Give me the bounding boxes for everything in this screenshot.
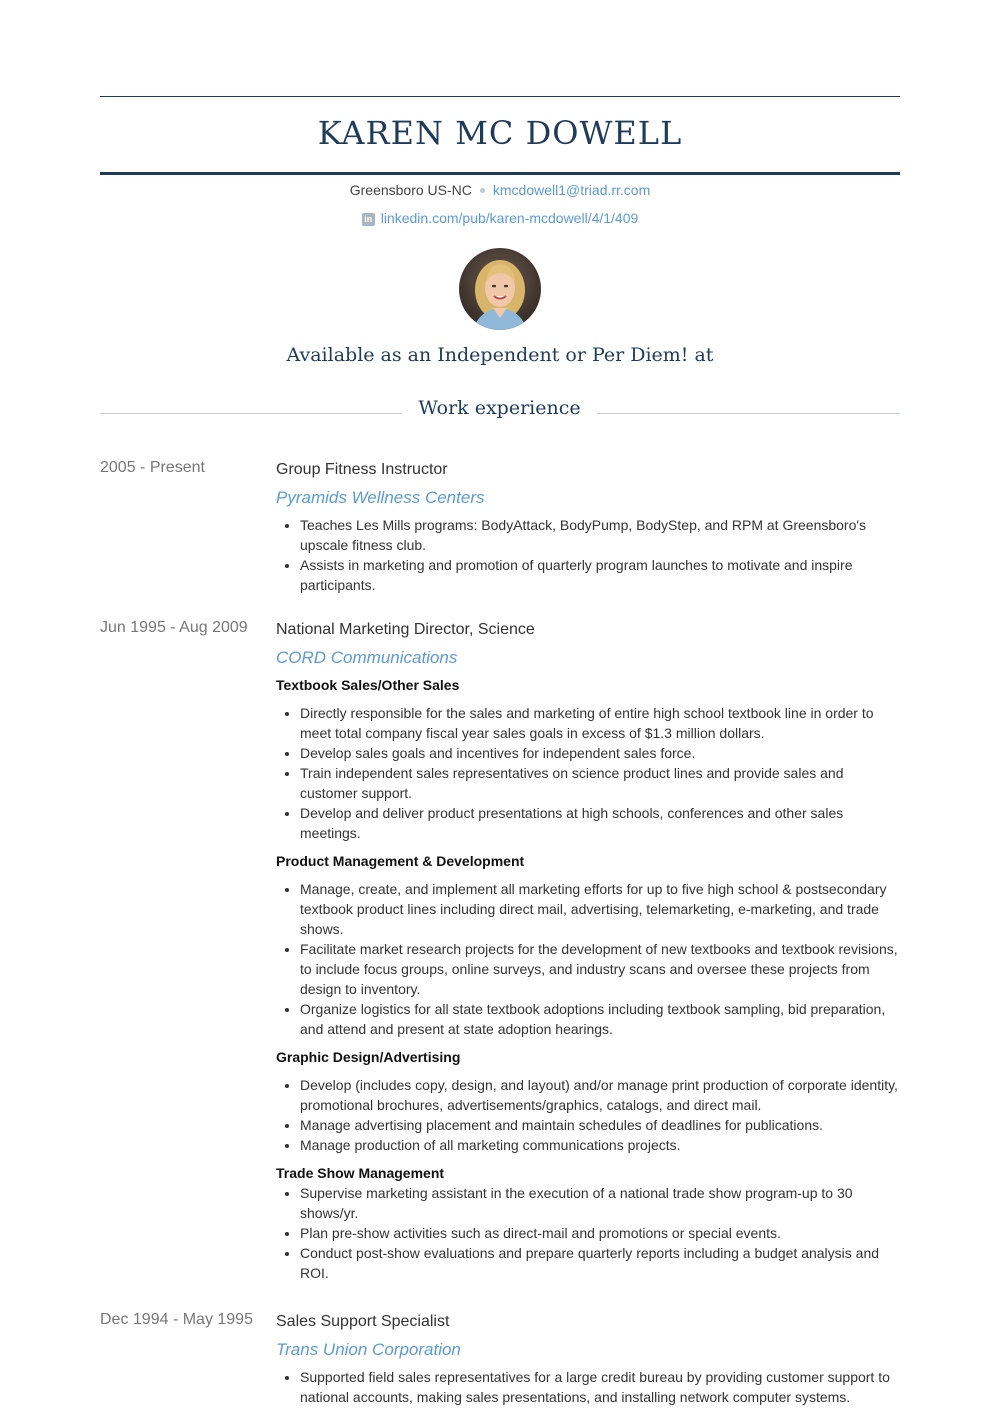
subsection-heading: Textbook Sales/Other Sales	[276, 677, 460, 693]
bullet-item: • Develop sales goals and incentives for independent sales force.	[300, 743, 900, 763]
bullet-item: • Plan pre-show activities such as direct-mail and promotions or special events.	[300, 1223, 900, 1243]
bullet-item: • Teaches Les Mills programs: BodyAttack, BodyPump, BodyStep, and RPM at Greensboro's upscale fitness club.	[300, 515, 900, 555]
bullet-item: • Develop (includes copy, design, and layout) and/or manage print production of corporate identity, promotional brochures, advertisements/graphics, catalogs, and direct mail.	[300, 1075, 900, 1115]
job-date: Jun 1995 - Aug 2009	[100, 619, 248, 636]
top-rule	[100, 96, 900, 97]
bullet-item: • Facilitate market research projects for the development of new textbooks and textbook revisions, to include focus groups, online surveys, and industry scans and oversee these projects from design to inventory.	[300, 939, 900, 999]
name-underline-rule	[100, 172, 900, 175]
company-link[interactable]: Pyramids Wellness Centers	[276, 488, 485, 507]
email-link[interactable]: kmcdowell1@triad.rr.com	[492, 182, 651, 198]
subsection-heading: Product Management & Development	[276, 853, 525, 869]
subsection-heading: Trade Show Management	[276, 1165, 445, 1181]
job-bullets	[276, 515, 900, 595]
job-bullets	[276, 1075, 900, 1155]
linkedin-link[interactable]: linkedin.com/pub/karen-mcdowell/4/1/409	[380, 210, 639, 226]
bullet-item: • Assists in marketing and promotion of quarterly program launches to motivate and inspire participants.	[300, 555, 900, 595]
job-title: National Marketing Director, Science	[276, 621, 535, 638]
location: Greensboro US-NC	[349, 182, 472, 198]
job-title: Sales Support Specialist	[276, 1313, 450, 1330]
bullet-item: • Train independent sales representatives on science product lines and provide sales and customer support.	[300, 763, 900, 803]
bullet-item: • Manage production of all marketing communications projects.	[300, 1135, 900, 1155]
bullet-item: • Supported field sales representatives for a large credit bureau by providing customer support to national accounts, making sales presentations, and installing network computer systems.	[300, 1367, 900, 1407]
section-rule-left	[100, 413, 402, 414]
job-content	[276, 619, 900, 1283]
job-bullets	[276, 879, 900, 1039]
job-date: Dec 1994 - May 1995	[100, 1311, 253, 1328]
company-link[interactable]: Trans Union Corporation	[276, 1340, 461, 1359]
bullet-item: • Organize logistics for all state textbook adoptions including textbook sampling, bid preparation, and attend and present at state adoption hearings.	[300, 999, 900, 1039]
bullet-item: • Supervise marketing assistant in the execution of a national trade show program-up to 30 shows/yr.	[300, 1183, 900, 1223]
linkedin-icon: in	[362, 213, 375, 226]
section-title-work-experience: Work experience	[418, 397, 581, 419]
headline: Available as an Independent or Per Diem! at	[286, 344, 714, 366]
job-content	[276, 1311, 900, 1407]
company-link[interactable]: CORD Communications	[276, 648, 458, 667]
bullet-item: • Manage advertising placement and maintain schedules of deadlines for publications.	[300, 1115, 900, 1135]
subsection-heading: Graphic Design/Advertising	[276, 1049, 461, 1065]
bullet-item: • Conduct post-show evaluations and prepare quarterly reports including a budget analysis and ROI.	[300, 1243, 900, 1283]
candidate-name: KAREN MC DOWELL	[317, 114, 683, 152]
bullet-item: • Develop and deliver product presentations at high schools, conferences and other sales meetings.	[300, 803, 900, 843]
job-bullets	[276, 1183, 900, 1283]
job-content	[276, 459, 900, 595]
job-bullets	[276, 1367, 900, 1407]
section-rule-right	[597, 413, 900, 414]
contact-line	[100, 182, 900, 198]
job-title: Group Fitness Instructor	[276, 461, 448, 478]
job-date: 2005 - Present	[100, 459, 205, 476]
bullet-item: • Directly responsible for the sales and marketing of entire high school textbook line in order to meet total company fiscal year sales goals in excess of $1.3 million dollars.	[300, 703, 900, 743]
job-bullets	[276, 703, 900, 843]
linkedin-line	[100, 210, 900, 226]
avatar	[459, 248, 541, 330]
bullet-item: • Manage, create, and implement all marketing efforts for up to five high school & postsecondary textbook product lines including direct mail, advertising, telemarketing, e-marketing, and trade shows.	[300, 879, 900, 939]
separator-dot	[480, 188, 485, 193]
